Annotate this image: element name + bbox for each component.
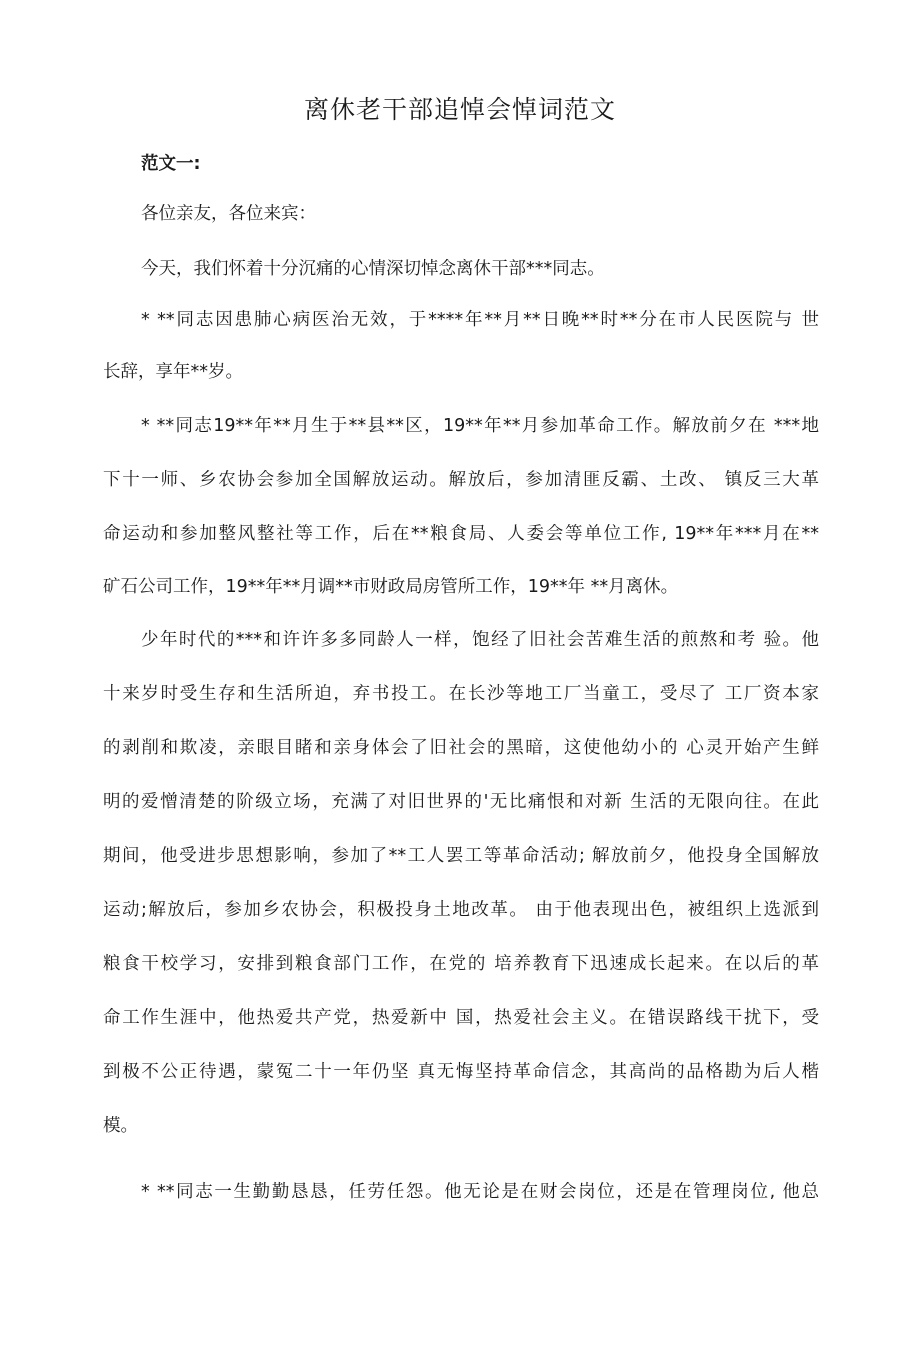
paragraph-line: 十来岁时受生存和生活所迫，弃书投工。在长沙等地工厂当童工，受尽了 工厂资本家 [103, 684, 819, 704]
paragraph-line: 明的爱憎清楚的阶级立场，充满了对旧世界的'无比痛恨和对新 生活的无限向往。在此 [103, 792, 819, 812]
salutation: 各位亲友，各位来宾： [141, 204, 316, 224]
document-title: 离休老干部追悼会悼词范文 [303, 95, 616, 124]
paragraph-line: 粮食干校学习，安排到粮食部门工作，在党的 培养教育下迅速成长起来。在以后的革 [103, 954, 819, 974]
paragraph-line: 少年时代的***和许许多多同龄人一样，饱经了旧社会苦难生活的煎熬和考 验。他 [141, 630, 819, 650]
paragraph-line: 模。 [103, 1116, 138, 1136]
paragraph-line: 命运动和参加整风整社等工作，后在**粮食局、人委会等单位工作, 19**年***月在** [103, 524, 819, 544]
paragraph-line: * **同志一生勤勤恳恳，任劳任怨。他无论是在财会岗位，还是在管理岗位, 他总 [141, 1182, 819, 1202]
paragraph-line: 下十一师、乡农协会参加全国解放运动。解放后，参加清匪反霸、土改、 镇反三大革 [103, 470, 819, 490]
paragraph-line: * **同志因患肺心病医治无效，于****年**月**日晚**时**分在市人民医院与 世 [141, 310, 819, 330]
paragraph-line: 长辞，享年**岁。 [103, 362, 243, 382]
paragraph-line: 的剥削和欺凌，亲眼目睹和亲身体会了旧社会的黑暗，这使他幼小的 心灵开始产生鲜 [103, 738, 819, 758]
paragraph-line: 今天，我们怀着十分沉痛的心情深切悼念离休干部***同志。 [141, 259, 605, 279]
paragraph-line: 到极不公正待遇，蒙冤二十一年仍坚 真无悔坚持革命信念，其高尚的品格勘为后人楷 [103, 1062, 819, 1082]
paragraph-line: * **同志19**年**月生于**县**区，19**年**月参加革命工作。解放前夕在 ***地 [141, 416, 819, 436]
paragraph-line: 运动;解放后，参加乡农协会，积极投身土地改革。 由于他表现出色，被组织上选派到 [103, 900, 819, 920]
paragraph-line: 命工作生涯中，他热爱共产党，热爱新中 国，热爱社会主义。在错误路线干扰下，受 [103, 1008, 819, 1028]
section-label: 范文一: [141, 154, 201, 174]
paragraph-line: 期间，他受进步思想影响，参加了**工人罢工等革命活动; 解放前夕，他投身全国解放 [103, 846, 819, 866]
paragraph-line: 矿石公司工作，19**年**月调**市财政局房管所工作，19**年 **月离休。 [103, 577, 679, 597]
